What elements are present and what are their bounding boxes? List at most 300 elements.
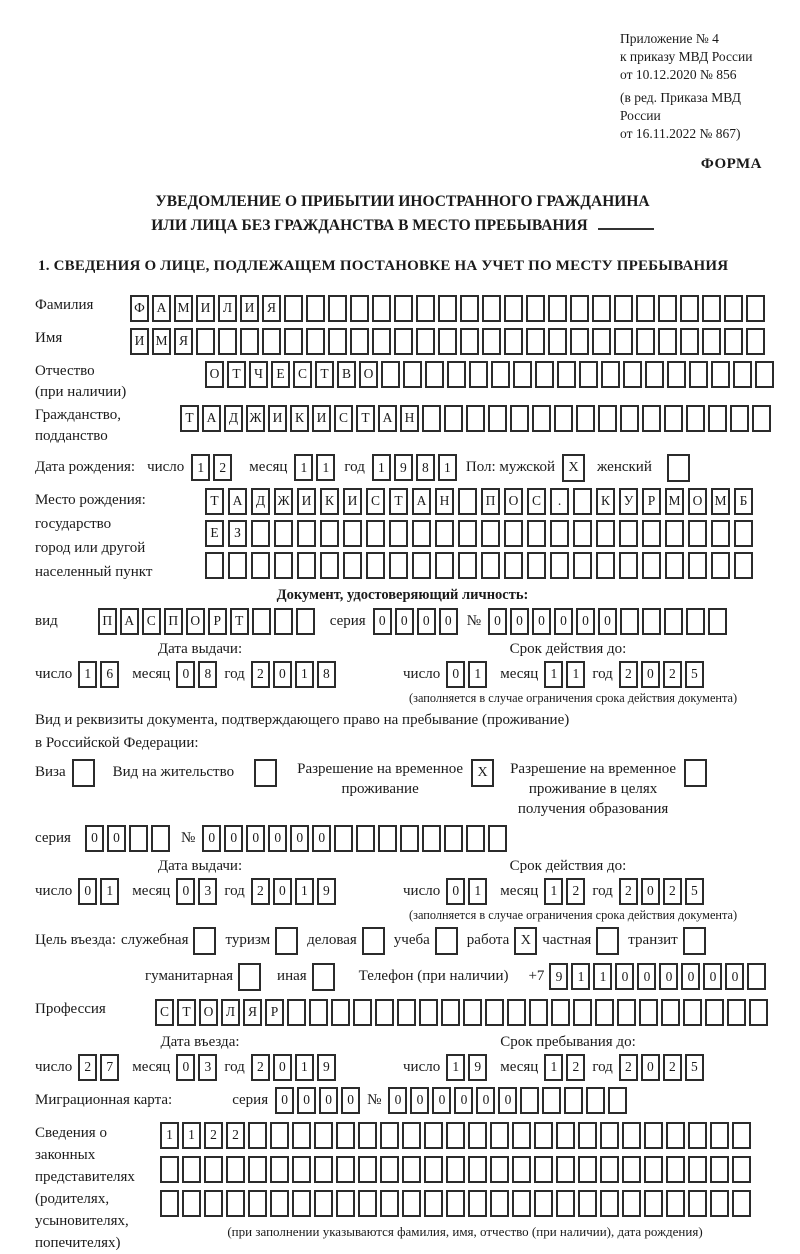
char-cell[interactable]: 2 — [566, 878, 585, 905]
char-cell[interactable] — [274, 608, 293, 635]
char-cell[interactable] — [551, 999, 570, 1026]
char-cell[interactable]: Д — [224, 405, 243, 432]
char-cell[interactable]: П — [481, 488, 500, 515]
char-cell[interactable] — [578, 1122, 597, 1149]
char-cell[interactable]: П — [164, 608, 183, 635]
char-cell[interactable] — [548, 295, 567, 322]
char-cell[interactable]: Л — [218, 295, 237, 322]
char-cell[interactable] — [708, 608, 727, 635]
char-cell[interactable]: 2 — [663, 661, 682, 688]
char-cell[interactable]: А — [152, 295, 171, 322]
char-cell[interactable] — [520, 1087, 539, 1114]
char-cell[interactable]: Л — [221, 999, 240, 1026]
char-cell[interactable]: 0 — [641, 878, 660, 905]
char-cell[interactable]: 1 — [295, 1054, 314, 1081]
char-cell[interactable]: О — [688, 488, 707, 515]
char-cell[interactable]: 0 — [85, 825, 104, 852]
char-cell[interactable] — [550, 552, 569, 579]
char-cell[interactable]: 9 — [468, 1054, 487, 1081]
char-cell[interactable] — [350, 328, 369, 355]
char-cell[interactable] — [526, 328, 545, 355]
char-cell[interactable] — [665, 552, 684, 579]
char-cell[interactable] — [447, 361, 466, 388]
checkbox-official[interactable] — [193, 927, 216, 955]
char-cell[interactable] — [151, 825, 170, 852]
char-cell[interactable] — [529, 999, 548, 1026]
char-cell[interactable] — [251, 552, 270, 579]
char-cell[interactable]: О — [186, 608, 205, 635]
char-cell[interactable]: 2 — [251, 1054, 270, 1081]
char-cell[interactable]: С — [293, 361, 312, 388]
char-cell[interactable] — [710, 1122, 729, 1149]
char-cell[interactable]: 0 — [176, 1054, 195, 1081]
char-cell[interactable] — [686, 405, 705, 432]
checkbox-transit[interactable] — [683, 927, 706, 955]
char-cell[interactable] — [292, 1122, 311, 1149]
char-cell[interactable] — [688, 1190, 707, 1217]
checkbox-male[interactable]: X — [562, 454, 585, 482]
char-cell[interactable]: 0 — [275, 1087, 294, 1114]
char-cell[interactable] — [270, 1156, 289, 1183]
char-cell[interactable] — [730, 405, 749, 432]
char-cell[interactable] — [557, 361, 576, 388]
char-cell[interactable] — [534, 1156, 553, 1183]
checkbox-other[interactable] — [312, 963, 335, 991]
char-cell[interactable] — [688, 1122, 707, 1149]
char-cell[interactable] — [622, 1156, 641, 1183]
char-cell[interactable] — [482, 328, 501, 355]
char-cell[interactable] — [240, 328, 259, 355]
char-cell[interactable]: 0 — [659, 963, 678, 990]
char-cell[interactable] — [639, 999, 658, 1026]
char-cell[interactable] — [394, 328, 413, 355]
char-cell[interactable] — [343, 552, 362, 579]
char-cell[interactable] — [619, 552, 638, 579]
char-cell[interactable] — [350, 295, 369, 322]
char-cell[interactable]: И — [297, 488, 316, 515]
char-cell[interactable] — [620, 405, 639, 432]
char-cell[interactable]: 0 — [176, 878, 195, 905]
char-cell[interactable] — [446, 1156, 465, 1183]
char-cell[interactable] — [491, 361, 510, 388]
char-cell[interactable] — [680, 295, 699, 322]
char-cell[interactable]: 0 — [373, 608, 392, 635]
char-cell[interactable]: 1 — [438, 454, 457, 481]
char-cell[interactable]: 0 — [498, 1087, 517, 1114]
char-cell[interactable]: 5 — [685, 661, 704, 688]
char-cell[interactable]: Е — [205, 520, 224, 547]
char-cell[interactable] — [435, 552, 454, 579]
char-cell[interactable] — [438, 295, 457, 322]
char-cell[interactable] — [481, 520, 500, 547]
char-cell[interactable] — [416, 295, 435, 322]
char-cell[interactable]: Б — [734, 488, 753, 515]
char-cell[interactable] — [296, 608, 315, 635]
char-cell[interactable] — [468, 1156, 487, 1183]
char-cell[interactable] — [733, 361, 752, 388]
char-cell[interactable]: 1 — [593, 963, 612, 990]
char-cell[interactable] — [727, 999, 746, 1026]
char-cell[interactable]: И — [312, 405, 331, 432]
char-cell[interactable]: О — [199, 999, 218, 1026]
char-cell[interactable] — [644, 1190, 663, 1217]
char-cell[interactable]: 6 — [100, 661, 119, 688]
char-cell[interactable] — [270, 1190, 289, 1217]
char-cell[interactable]: С — [527, 488, 546, 515]
char-cell[interactable] — [513, 361, 532, 388]
char-cell[interactable] — [438, 328, 457, 355]
char-cell[interactable] — [389, 520, 408, 547]
char-cell[interactable]: Т — [389, 488, 408, 515]
char-cell[interactable]: 0 — [268, 825, 287, 852]
char-cell[interactable] — [485, 999, 504, 1026]
char-cell[interactable] — [622, 1122, 641, 1149]
char-cell[interactable] — [755, 361, 774, 388]
char-cell[interactable] — [218, 328, 237, 355]
char-cell[interactable] — [734, 520, 753, 547]
char-cell[interactable]: 2 — [204, 1122, 223, 1149]
char-cell[interactable] — [425, 361, 444, 388]
char-cell[interactable]: 3 — [198, 1054, 217, 1081]
char-cell[interactable]: С — [155, 999, 174, 1026]
char-cell[interactable] — [226, 1156, 245, 1183]
char-cell[interactable] — [666, 1190, 685, 1217]
char-cell[interactable]: П — [98, 608, 117, 635]
char-cell[interactable] — [666, 1156, 685, 1183]
char-cell[interactable]: М — [711, 488, 730, 515]
char-cell[interactable]: Ж — [246, 405, 265, 432]
char-cell[interactable] — [556, 1156, 575, 1183]
char-cell[interactable] — [358, 1122, 377, 1149]
char-cell[interactable]: 0 — [176, 661, 195, 688]
checkbox-work[interactable]: X — [514, 927, 537, 955]
char-cell[interactable]: И — [196, 295, 215, 322]
char-cell[interactable]: Ж — [274, 488, 293, 515]
checkbox-residence-permit[interactable] — [254, 759, 277, 787]
char-cell[interactable]: 2 — [663, 878, 682, 905]
char-cell[interactable] — [380, 1190, 399, 1217]
char-cell[interactable]: Я — [174, 328, 193, 355]
char-cell[interactable]: У — [619, 488, 638, 515]
char-cell[interactable] — [284, 328, 303, 355]
char-cell[interactable] — [328, 328, 347, 355]
char-cell[interactable]: 0 — [107, 825, 126, 852]
char-cell[interactable] — [688, 1156, 707, 1183]
char-cell[interactable]: 2 — [226, 1122, 245, 1149]
char-cell[interactable] — [526, 295, 545, 322]
char-cell[interactable] — [424, 1122, 443, 1149]
char-cell[interactable]: 1 — [191, 454, 210, 481]
char-cell[interactable]: 0 — [273, 1054, 292, 1081]
char-cell[interactable] — [419, 999, 438, 1026]
char-cell[interactable] — [504, 552, 523, 579]
char-cell[interactable] — [378, 825, 397, 852]
char-cell[interactable]: 0 — [224, 825, 243, 852]
char-cell[interactable] — [397, 999, 416, 1026]
char-cell[interactable] — [441, 999, 460, 1026]
char-cell[interactable] — [749, 999, 768, 1026]
char-cell[interactable]: 9 — [317, 1054, 336, 1081]
char-cell[interactable]: 2 — [663, 1054, 682, 1081]
char-cell[interactable] — [642, 405, 661, 432]
checkbox-private[interactable] — [596, 927, 619, 955]
char-cell[interactable] — [196, 328, 215, 355]
char-cell[interactable]: 0 — [488, 608, 507, 635]
char-cell[interactable] — [375, 999, 394, 1026]
char-cell[interactable] — [732, 1190, 751, 1217]
char-cell[interactable] — [642, 608, 661, 635]
char-cell[interactable]: 1 — [372, 454, 391, 481]
char-cell[interactable] — [403, 361, 422, 388]
char-cell[interactable] — [334, 825, 353, 852]
char-cell[interactable] — [402, 1190, 421, 1217]
char-cell[interactable] — [416, 328, 435, 355]
checkbox-female[interactable] — [667, 454, 690, 482]
char-cell[interactable] — [306, 295, 325, 322]
char-cell[interactable] — [527, 520, 546, 547]
char-cell[interactable] — [596, 520, 615, 547]
char-cell[interactable]: О — [359, 361, 378, 388]
char-cell[interactable] — [710, 1190, 729, 1217]
char-cell[interactable]: 2 — [566, 1054, 585, 1081]
char-cell[interactable] — [129, 825, 148, 852]
char-cell[interactable]: Ф — [130, 295, 149, 322]
char-cell[interactable]: 0 — [410, 1087, 429, 1114]
char-cell[interactable] — [622, 1190, 641, 1217]
char-cell[interactable] — [573, 999, 592, 1026]
char-cell[interactable] — [708, 405, 727, 432]
checkbox-visa[interactable] — [72, 759, 95, 787]
char-cell[interactable]: 0 — [341, 1087, 360, 1114]
char-cell[interactable] — [226, 1190, 245, 1217]
char-cell[interactable]: Р — [208, 608, 227, 635]
char-cell[interactable]: 0 — [510, 608, 529, 635]
char-cell[interactable] — [424, 1190, 443, 1217]
char-cell[interactable] — [274, 520, 293, 547]
char-cell[interactable] — [688, 520, 707, 547]
char-cell[interactable]: 1 — [468, 661, 487, 688]
char-cell[interactable]: 0 — [446, 661, 465, 688]
char-cell[interactable] — [402, 1122, 421, 1149]
char-cell[interactable] — [534, 1122, 553, 1149]
char-cell[interactable]: 0 — [725, 963, 744, 990]
char-cell[interactable]: Я — [243, 999, 262, 1026]
char-cell[interactable]: 3 — [198, 878, 217, 905]
char-cell[interactable]: Я — [262, 295, 281, 322]
checkbox-temp-residence-education[interactable] — [684, 759, 707, 787]
char-cell[interactable] — [642, 520, 661, 547]
char-cell[interactable] — [248, 1156, 267, 1183]
char-cell[interactable]: С — [366, 488, 385, 515]
char-cell[interactable]: 0 — [273, 661, 292, 688]
char-cell[interactable] — [248, 1122, 267, 1149]
char-cell[interactable]: З — [228, 520, 247, 547]
char-cell[interactable] — [573, 488, 592, 515]
char-cell[interactable] — [248, 1190, 267, 1217]
char-cell[interactable] — [658, 295, 677, 322]
char-cell[interactable]: Т — [205, 488, 224, 515]
char-cell[interactable] — [328, 295, 347, 322]
char-cell[interactable]: 0 — [297, 1087, 316, 1114]
char-cell[interactable] — [205, 552, 224, 579]
char-cell[interactable]: Д — [251, 488, 270, 515]
char-cell[interactable]: 5 — [685, 878, 704, 905]
char-cell[interactable]: К — [320, 488, 339, 515]
char-cell[interactable]: Т — [230, 608, 249, 635]
char-cell[interactable]: 0 — [446, 878, 465, 905]
char-cell[interactable]: 0 — [576, 608, 595, 635]
char-cell[interactable] — [394, 295, 413, 322]
char-cell[interactable] — [619, 520, 638, 547]
char-cell[interactable] — [535, 361, 554, 388]
char-cell[interactable]: 0 — [312, 825, 331, 852]
checkbox-humanitarian[interactable] — [238, 963, 261, 991]
char-cell[interactable] — [336, 1122, 355, 1149]
char-cell[interactable]: 1 — [544, 661, 563, 688]
char-cell[interactable]: 5 — [685, 1054, 704, 1081]
char-cell[interactable]: 0 — [554, 608, 573, 635]
char-cell[interactable] — [309, 999, 328, 1026]
char-cell[interactable] — [527, 552, 546, 579]
char-cell[interactable] — [274, 552, 293, 579]
char-cell[interactable]: 2 — [619, 661, 638, 688]
char-cell[interactable]: А — [202, 405, 221, 432]
char-cell[interactable] — [336, 1190, 355, 1217]
char-cell[interactable] — [444, 825, 463, 852]
char-cell[interactable] — [510, 405, 529, 432]
char-cell[interactable] — [664, 608, 683, 635]
char-cell[interactable] — [228, 552, 247, 579]
char-cell[interactable] — [512, 1190, 531, 1217]
char-cell[interactable]: 0 — [681, 963, 700, 990]
char-cell[interactable]: Р — [642, 488, 661, 515]
char-cell[interactable] — [614, 295, 633, 322]
char-cell[interactable]: И — [343, 488, 362, 515]
char-cell[interactable]: 1 — [446, 1054, 465, 1081]
char-cell[interactable]: 1 — [295, 878, 314, 905]
char-cell[interactable] — [331, 999, 350, 1026]
char-cell[interactable] — [320, 520, 339, 547]
char-cell[interactable]: Т — [180, 405, 199, 432]
char-cell[interactable] — [570, 328, 589, 355]
char-cell[interactable] — [284, 295, 303, 322]
char-cell[interactable]: С — [142, 608, 161, 635]
char-cell[interactable] — [661, 999, 680, 1026]
char-cell[interactable] — [366, 520, 385, 547]
char-cell[interactable] — [358, 1156, 377, 1183]
char-cell[interactable] — [504, 295, 523, 322]
char-cell[interactable]: 9 — [317, 878, 336, 905]
char-cell[interactable] — [481, 552, 500, 579]
char-cell[interactable] — [711, 520, 730, 547]
char-cell[interactable]: 2 — [78, 1054, 97, 1081]
char-cell[interactable] — [592, 295, 611, 322]
char-cell[interactable] — [598, 405, 617, 432]
char-cell[interactable]: 1 — [294, 454, 313, 481]
char-cell[interactable] — [297, 520, 316, 547]
char-cell[interactable] — [412, 520, 431, 547]
char-cell[interactable] — [732, 1156, 751, 1183]
char-cell[interactable] — [343, 520, 362, 547]
char-cell[interactable] — [710, 1156, 729, 1183]
char-cell[interactable] — [645, 361, 664, 388]
char-cell[interactable] — [160, 1156, 179, 1183]
char-cell[interactable]: М — [665, 488, 684, 515]
char-cell[interactable] — [576, 405, 595, 432]
char-cell[interactable] — [490, 1190, 509, 1217]
char-cell[interactable] — [542, 1087, 561, 1114]
char-cell[interactable] — [182, 1156, 201, 1183]
char-cell[interactable] — [688, 552, 707, 579]
char-cell[interactable]: 1 — [566, 661, 585, 688]
char-cell[interactable] — [614, 328, 633, 355]
char-cell[interactable]: К — [596, 488, 615, 515]
char-cell[interactable]: . — [550, 488, 569, 515]
char-cell[interactable]: 1 — [544, 1054, 563, 1081]
char-cell[interactable] — [642, 552, 661, 579]
char-cell[interactable] — [512, 1122, 531, 1149]
char-cell[interactable] — [747, 963, 766, 990]
char-cell[interactable]: Т — [227, 361, 246, 388]
char-cell[interactable]: 0 — [290, 825, 309, 852]
char-cell[interactable] — [482, 295, 501, 322]
char-cell[interactable]: 2 — [619, 878, 638, 905]
char-cell[interactable] — [446, 1190, 465, 1217]
char-cell[interactable] — [297, 552, 316, 579]
char-cell[interactable]: О — [205, 361, 224, 388]
char-cell[interactable] — [702, 295, 721, 322]
char-cell[interactable] — [287, 999, 306, 1026]
char-cell[interactable]: 0 — [273, 878, 292, 905]
char-cell[interactable] — [556, 1190, 575, 1217]
char-cell[interactable] — [381, 361, 400, 388]
char-cell[interactable] — [402, 1156, 421, 1183]
char-cell[interactable]: Т — [356, 405, 375, 432]
char-cell[interactable] — [746, 295, 765, 322]
char-cell[interactable]: 0 — [454, 1087, 473, 1114]
char-cell[interactable]: Н — [400, 405, 419, 432]
char-cell[interactable] — [204, 1156, 223, 1183]
char-cell[interactable]: 0 — [641, 1054, 660, 1081]
char-cell[interactable] — [658, 328, 677, 355]
checkbox-temp-residence[interactable]: X — [471, 759, 494, 787]
char-cell[interactable] — [702, 328, 721, 355]
char-cell[interactable] — [314, 1122, 333, 1149]
char-cell[interactable] — [734, 552, 753, 579]
char-cell[interactable] — [636, 295, 655, 322]
char-cell[interactable] — [400, 825, 419, 852]
char-cell[interactable] — [320, 552, 339, 579]
char-cell[interactable]: 0 — [395, 608, 414, 635]
char-cell[interactable] — [592, 328, 611, 355]
char-cell[interactable] — [314, 1156, 333, 1183]
char-cell[interactable] — [570, 295, 589, 322]
char-cell[interactable]: 1 — [571, 963, 590, 990]
char-cell[interactable]: С — [334, 405, 353, 432]
char-cell[interactable] — [644, 1156, 663, 1183]
char-cell[interactable] — [353, 999, 372, 1026]
char-cell[interactable] — [458, 552, 477, 579]
char-cell[interactable] — [356, 825, 375, 852]
char-cell[interactable]: Е — [271, 361, 290, 388]
char-cell[interactable] — [665, 520, 684, 547]
char-cell[interactable] — [666, 1122, 685, 1149]
char-cell[interactable] — [711, 361, 730, 388]
char-cell[interactable]: 0 — [637, 963, 656, 990]
char-cell[interactable]: 0 — [703, 963, 722, 990]
char-cell[interactable]: 1 — [160, 1122, 179, 1149]
char-cell[interactable] — [623, 361, 642, 388]
